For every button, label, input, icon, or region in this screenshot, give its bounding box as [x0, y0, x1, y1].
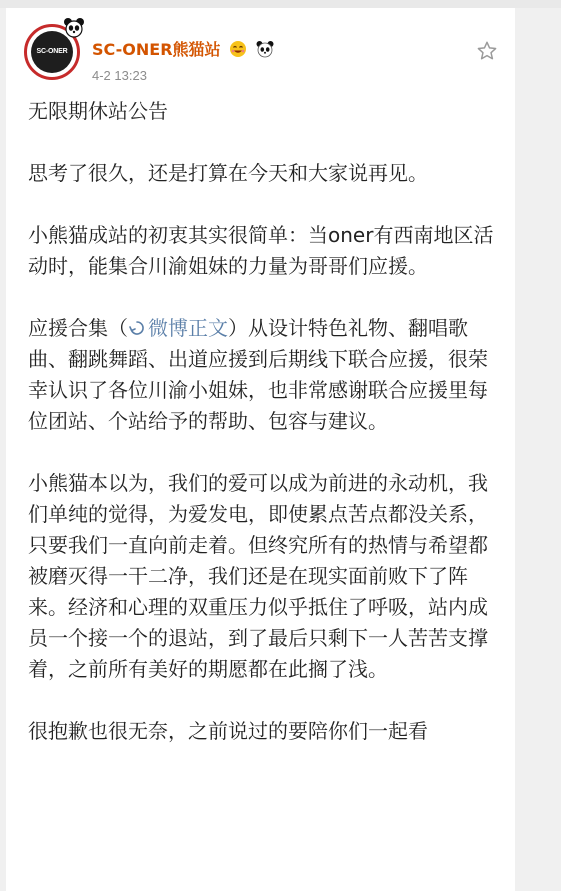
post-paragraph: 小熊猫成站的初衷其实很简单：当oner有西南地区活动时，能集合川渝姐妹的力量为哥哥们应援。 — [28, 223, 494, 278]
post-header — [6, 8, 515, 88]
paragraph-text: ）从设计特色礼物、翻唱歌曲、翻跳舞蹈、出道应援到后期线下联合应援，很荣幸认识了各位川渝小姐妹，也非常感谢联合应援里每位团站、个站给予的帮助、包容与建议。 — [28, 316, 488, 433]
bottom-fade — [6, 871, 515, 891]
avatar-text: SC-ONER — [31, 31, 73, 73]
link-label[interactable]: 微博正文 — [148, 316, 228, 340]
post-timestamp: 4-2 13:23 — [92, 68, 147, 83]
weibo-article-link[interactable] — [128, 316, 228, 340]
weibo-post-card — [6, 8, 515, 891]
link-loop-icon — [128, 319, 146, 337]
paragraph-text: 应援合集（ — [28, 316, 128, 340]
star-icon[interactable] — [476, 40, 498, 62]
post-paragraph: 无限期休站公告 — [28, 99, 168, 123]
post-paragraph: 很抱歉也很无奈，之前说过的要陪你们一起看 — [28, 719, 428, 743]
username-label[interactable]: SC-ONER熊猫站 — [92, 40, 221, 59]
username-row[interactable] — [92, 37, 274, 60]
smiling-face-icon — [229, 40, 247, 58]
post-paragraph: 思考了很久，还是打算在今天和大家说再见。 — [28, 161, 428, 185]
top-strip — [0, 0, 561, 8]
post-paragraph: 小熊猫本以为，我们的爱可以成为前进的永动机，我们单纯的觉得，为爱发电，即使累点苦点都没关系，只要我们一直向前走着。但终究所有的热情与希望都被磨灭得一干二净，我们还是在现实面前败下了阵来。经济和心理的双重压力似乎抵住了呼吸，站内成员一个接一个的退站，到了最后只剩下一人苦苦支撑着，之前所有美好的期愿都在此搁了浅。 — [28, 471, 488, 681]
panda-badge-icon — [63, 17, 85, 39]
panda-face-icon — [256, 40, 274, 58]
avatar[interactable] — [24, 24, 80, 80]
post-body — [28, 96, 506, 778]
post-paragraph — [28, 313, 506, 437]
